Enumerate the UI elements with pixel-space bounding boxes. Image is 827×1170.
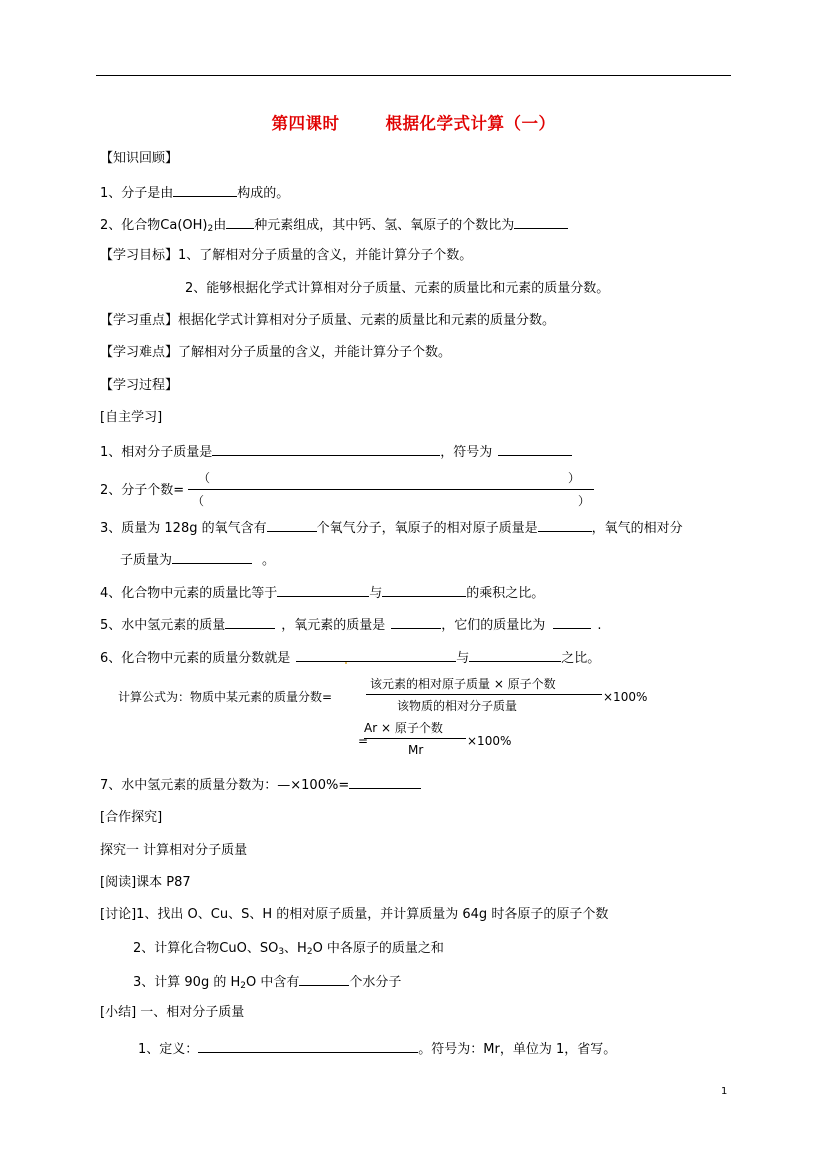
explore-one: 探究一 计算相对分子质量 [100,843,248,858]
blank[interactable] [553,616,591,629]
self-study-q6: 6、化合物中元素的质量分数就是 与 之比。 [100,651,601,666]
formula-numerator: 该元素的相对原子质量 × 原子个数 [370,677,556,691]
key-points: 【学习重点】根据化学式计算相对分子质量、元素的质量比和元素的质量分数。 [100,313,556,328]
blank[interactable] [296,649,456,662]
self-study-heading: [自主学习] [100,410,163,425]
blank[interactable] [212,443,440,456]
review-q1: 1、分子是由 构成的。 [100,186,290,201]
fraction-den-open: （ [192,494,205,508]
formula-percent: ×100% [603,690,648,704]
blank[interactable] [469,649,561,662]
blank[interactable] [198,1040,418,1053]
self-study-q3-cont: 子质量为 。 [120,553,276,568]
fraction-num-open: （ [198,471,211,485]
self-study-q3: 3、质量为 128g 的氧气含有 个氧气分子，氧原子的相对原子质量是 ，氧气的相对分 [100,521,683,536]
header-rule [96,75,731,76]
page-number: 1 [721,1086,728,1097]
formula2-percent: ×100% [467,734,512,748]
formula-denominator: 该物质的相对分子质量 [397,699,518,713]
difficult-points: 【学习难点】了解相对分子质量的含义，并能计算分子个数。 [100,345,452,360]
summary-definition: 1、定义： 。符号为：Mr，单位为 1，省写。 [138,1042,617,1057]
discuss-1: [讨论]1、找出 O、Cu、S、H 的相对原子质量，并计算质量为 64g 时各原子的原子个数 [100,907,609,922]
fraction-bar [188,489,594,490]
formula2-numerator: Ar × 原子个数 [364,721,443,735]
title-lesson: 第四课时 [271,114,340,133]
self-study-q2-label: 2、分子个数= [100,483,185,498]
self-study-q4: 4、化合物中元素的质量比等于 与 的乘积之比。 [100,586,545,601]
fraction-den-close: ） [578,494,591,508]
discuss-3: 3、计算 90g 的 $H_2O$ 中含有 个水分子 [133,975,402,991]
title-topic: 根据化学式计算（一） [385,114,556,133]
fraction-num-close: ） [568,471,581,485]
formula2-equals: = [358,734,369,748]
formula-bar [366,694,602,695]
blank[interactable] [299,973,349,986]
goals-line-2: 2、能够根据化学式计算相对分子质量、元素的质量比和元素的质量分数。 [185,281,610,296]
self-study-q7: 7、水中氢元素的质量分数为：—×100%= [100,776,421,794]
blank[interactable] [391,616,441,629]
blank[interactable] [172,551,252,564]
summary-heading: [小结] 一、相对分子质量 [100,1005,245,1020]
blank[interactable] [225,616,275,629]
blank[interactable] [277,584,369,597]
reading-ref: [阅读]课本 P87 [100,875,191,890]
stray-mark [345,662,347,664]
review-q2: 2、化合物$Ca(OH)_2$由 种元素组成，其中钙、氢、氧原子的个数比为 [100,216,568,237]
blank[interactable] [514,216,568,229]
page-title [0,110,827,134]
blank[interactable] [226,216,254,229]
blank[interactable] [538,519,592,532]
blank[interactable] [382,584,466,597]
goals-line-1: 【学习目标】1、了解相对分子质量的含义，并能计算分子个数。 [100,248,473,263]
blank[interactable] [267,519,317,532]
blank[interactable] [173,184,237,197]
process-heading: 【学习过程】 [100,378,179,393]
coop-heading: [合作探究] [100,810,163,825]
self-study-q5: 5、水中氢元素的质量 ，氧元素的质量是 ，它们的质量比为 . [100,618,602,633]
discuss-2: 2、计算化合物CuO、$SO_3$、$H_2O$ 中各原子的质量之和 [133,941,444,957]
formula2-bar [364,738,466,739]
blank[interactable] [349,776,421,789]
self-study-q1: 1、相对分子质量是 ，符号为 [100,443,572,461]
blank[interactable] [498,443,572,456]
formula-label: 计算公式为：物质中某元素的质量分数= [118,690,333,704]
formula2-denominator: Mr [408,743,424,757]
review-heading: 【知识回顾】 [100,151,179,166]
